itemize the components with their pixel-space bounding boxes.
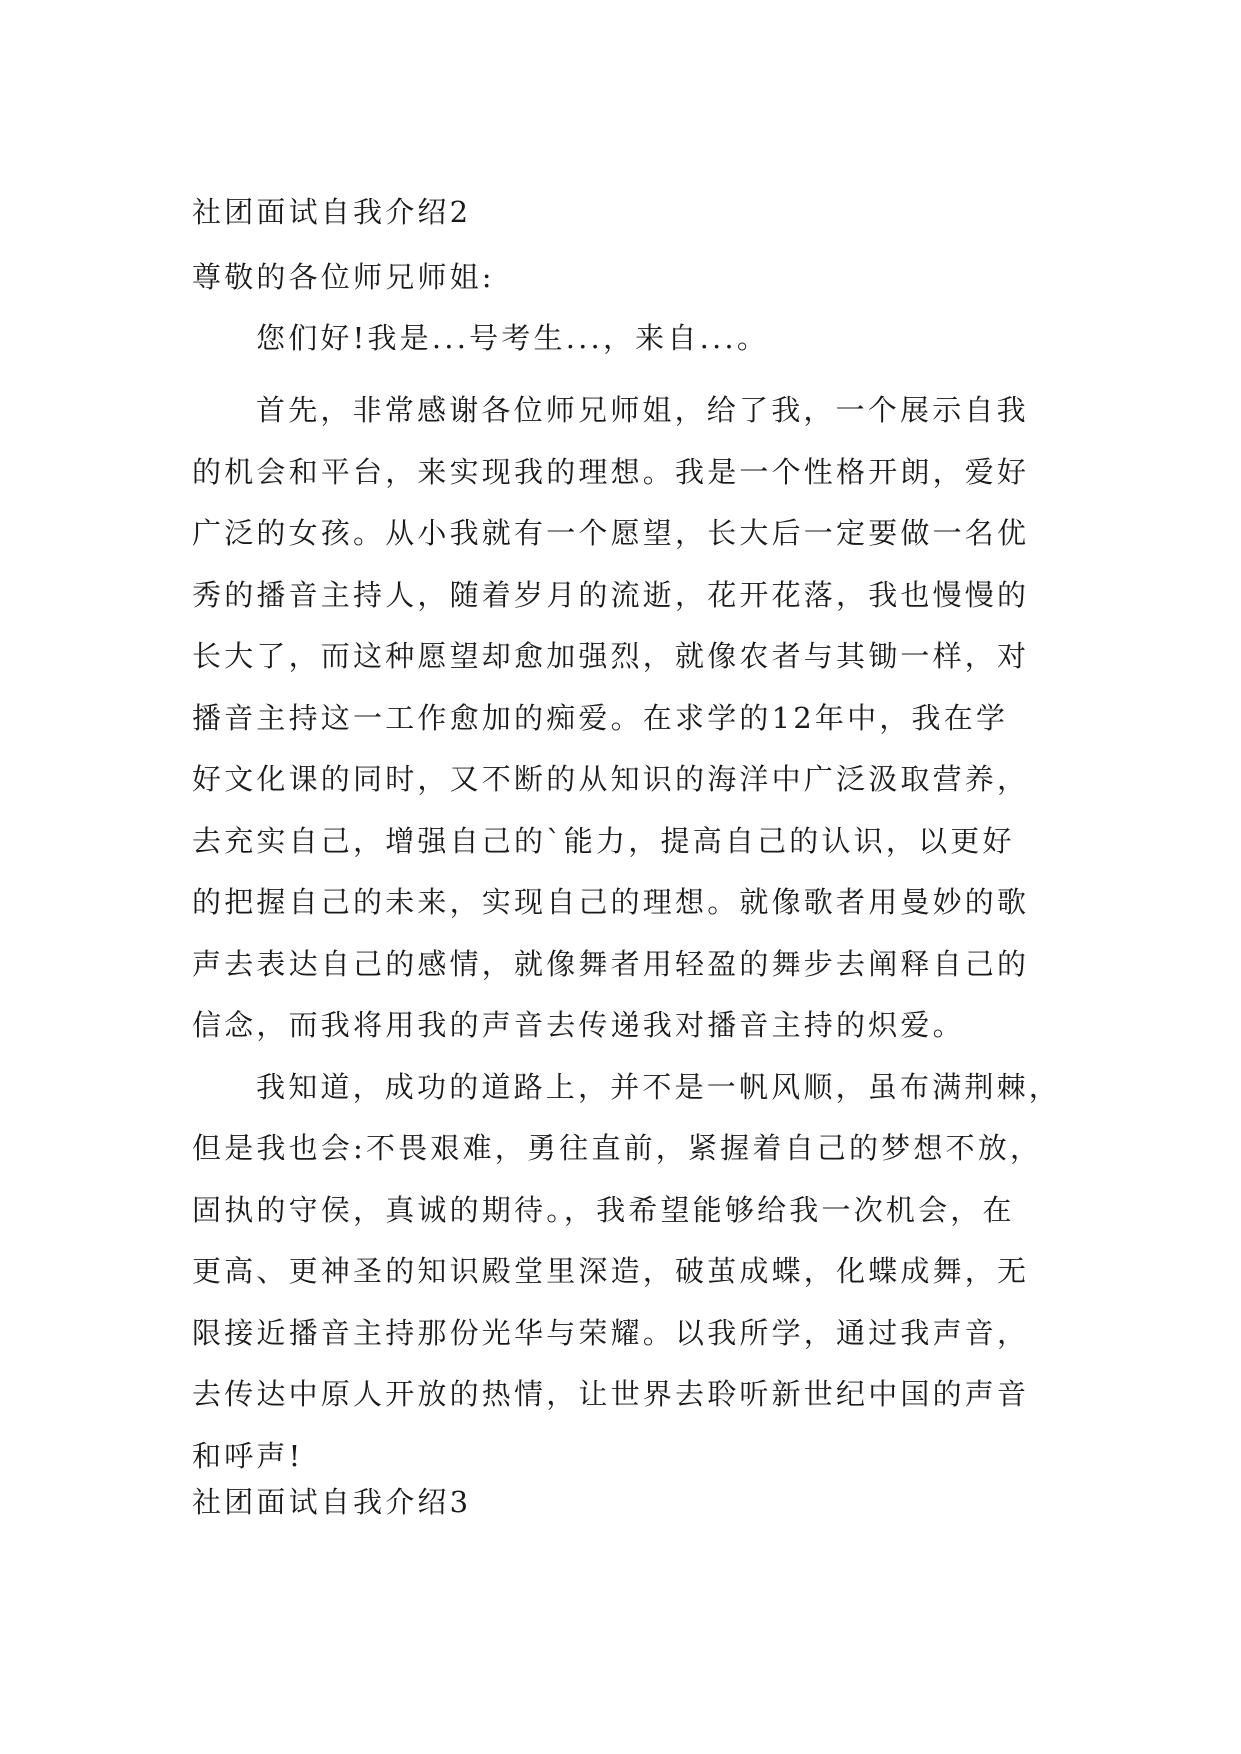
body-line: 但是我也会:不畏艰难，勇往直前，紧握着自己的梦想不放，: [192, 1131, 1043, 1165]
greeting-line: 您们好!我是...号考生...，来自...。: [256, 321, 770, 355]
body-line: 的机会和平台，来实现我的理想。我是一个性格开朗，爱好: [192, 454, 1030, 489]
body-line: 信念，而我将用我的声音去传递我对播音主持的炽爱。: [192, 1008, 965, 1042]
body-line: 秀的播音主持人，随着岁月的流逝，花开花落，我也慢慢的: [192, 577, 1030, 612]
body-line: 更高、更神圣的知识殿堂里深造，破茧成蝶，化蝶成舞，无: [192, 1254, 1030, 1288]
body-line: 和呼声!: [192, 1438, 304, 1473]
body-line: 的把握自己的未来，实现自己的理想。就像歌者用曼妙的歌: [192, 885, 1030, 919]
body-line: 声去表达自己的感情，就像舞者用轻盈的舞步去阐释自己的: [192, 946, 1030, 981]
salutation: 尊敬的各位师兄师姐:: [192, 260, 495, 294]
body-line: 播音主持这一工作愈加的痴爱。在求学的12年中，我在学: [192, 700, 1009, 735]
body-line: 限接近播音主持那份光华与荣耀。以我所学，通过我声音，: [192, 1315, 1030, 1350]
body-line: 长大了，而这种愿望却愈加强烈，就像农者与其锄一样，对: [192, 639, 1030, 673]
body-line: 首先，非常感谢各位师兄师姐，给了我，一个展示自我: [256, 393, 1029, 427]
body-line: 广泛的女孩。从小我就有一个愿望，长大后一定要做一名优: [192, 516, 1030, 550]
section-heading-2: 社团面试自我介绍2: [192, 195, 472, 229]
body-line: 好文化课的同时，又不断的从知识的海洋中广泛汲取营养，: [192, 762, 1030, 796]
body-line: 我知道，成功的道路上，并不是一帆风顺，虽布满荆棘，: [256, 1069, 1062, 1104]
body-line: 去充实自己，增强自己的`能力，提高自己的认识，以更好: [192, 823, 1015, 858]
section-heading-3: 社团面试自我介绍3: [192, 1485, 472, 1519]
body-line: 固执的守侯，真诚的期待。，我希望能够给我一次机会，在: [192, 1192, 1015, 1227]
body-text: [192, 380, 1062, 1487]
body-line: 去传达中原人开放的热情，让世界去聆听新世纪中国的声音: [192, 1377, 1030, 1411]
